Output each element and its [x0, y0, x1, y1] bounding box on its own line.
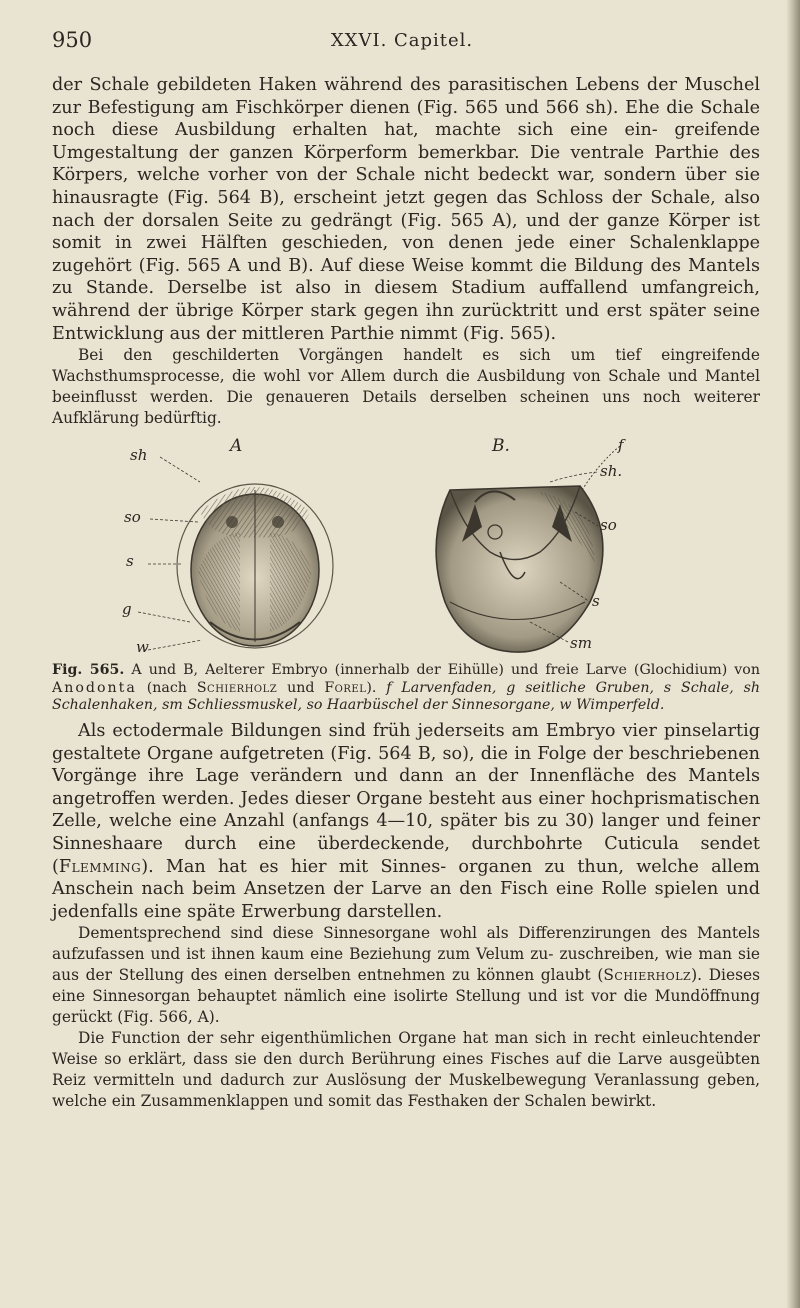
- paragraph-3-author: Flemming: [58, 856, 142, 877]
- caption-text-3: ).: [366, 679, 377, 696]
- figure-illustration: [120, 442, 640, 660]
- text-block-bottom: [52, 720, 760, 1112]
- caption-text-1: A und B, Aelterer Embryo (innerhalb der Eihülle) und freie Larve (Glochidium) von: [131, 662, 760, 678]
- label-a-sh: sh: [130, 446, 148, 464]
- paragraph-4: [52, 923, 760, 1028]
- label-a-g: g: [122, 600, 132, 618]
- running-head: XXVI. Capitel.: [330, 30, 474, 51]
- caption-legend: f Larvenfaden, g seitliche Gruben, s Schale, sh Schalenhaken, sm Schliessmuskel, so Haarbüschel der Sinnesorgane, w Wimperfeld.: [52, 679, 760, 714]
- label-b-so: so: [600, 516, 617, 534]
- page-number: 950: [52, 28, 93, 52]
- caption-author-2: Forel: [324, 679, 367, 696]
- figure-565: [120, 436, 640, 660]
- caption-author-1: Schierholz: [196, 679, 278, 696]
- label-b-sm: sm: [570, 634, 592, 652]
- paragraph-4-author: Schierholz: [603, 966, 692, 985]
- paragraph-3-text-1: Als ectodermale Bildungen sind früh jederseits am Embryo vier pinselartig gestaltete Organe aufgetreten (Fig. 564 B, so), die in Folge der beschriebenen Vorgänge ihre Lage verändern und dann an der Innenfläche des Mantels angetroffen werden. Jedes dieser Organe besteht aus einer hochprismatischen Zelle, welche eine Anzahl (anfangs 4—10, später bis zu 30) langer und feiner Sinneshaare durch eine überdeckende, durchbohrte Cuticula sendet (: [52, 721, 760, 877]
- figure-caption: [52, 662, 760, 715]
- paragraph-3: [52, 720, 760, 923]
- paragraph-2: Bei den geschilderten Vorgängen handelt es sich um tief eingreifende Wachsthumsprocesse, die wohl vor Allem durch die Ausbildung von Schale und Mantel beeinflusst werden. Die genaueren Details derselben scheinen uns noch weiterer Aufklärung bedürftig.: [52, 346, 760, 428]
- label-b-sh: sh.: [600, 462, 623, 480]
- caption-and: und: [287, 679, 315, 696]
- label-b-s: s: [592, 592, 600, 610]
- label-a-w: w: [136, 638, 149, 656]
- paragraph-3-text-2: ). Man hat es hier mit Sinnes- organen zu thun, welche allem Anschein nach beim Ansetzen der Larve an den Fisch eine Rolle spielen und jedenfalls eine späte Erwerbung darstellen.: [52, 856, 760, 922]
- paragraph-4-text-1: Dementsprechend sind diese Sinnesorgane wohl als Differenzirungen des Mantels aufzufassen und ist ihnen kaum eine Beziehung zum Velum zu- zuschreiben, wie man sie aus der Stellung des einen derselben entnehmen zu können glaubt (: [52, 924, 760, 985]
- label-b-f: f: [618, 436, 624, 454]
- label-a-title: A: [230, 436, 243, 456]
- paragraph-5: Die Function der sehr eigenthümlichen Organe hat man sich in recht einleuchtender Weise so erklärt, dass sie den durch Berührung eines Fisches auf die Larve ausgeübten Reiz vermitteln und dadurch zur Auslösung der Muskelbewegung Veranlassung geben, welche ein Zusammenklappen und somit das Festhaken der Schalen bewirkt.: [52, 1029, 760, 1111]
- label-a-so: so: [124, 508, 141, 526]
- text-block-top: [52, 74, 760, 429]
- label-a-s: s: [126, 552, 134, 570]
- page-edge-shadow: [786, 0, 800, 1308]
- paragraph-1: der Schale gebildeten Haken während des parasitischen Lebens der Muschel zur Befestigung am Fischkörper dienen (Fig. 565 und 566 sh). Ehe die Schale noch diese Ausbildung erhalten hat, machte sich eine ein- greifende Umgestaltung der ganzen Körperform bemerkbar. Die ventrale Parthie des Körpers, welche vorher von der Schale nicht bedeckt war, sondern über sie hinausragte (Fig. 564 B), erscheint jetzt gegen das Schloss der Schale, also nach der dorsalen Seite zu gedrängt (Fig. 565 A), und der ganze Körper ist somit in zwei Hälften geschieden, von denen jede einer Schalenklappe zugehört (Fig. 565 A und B). Auf diese Weise kommt die Bildung des Mantels zu Stande. Derselbe ist also in diesem Stadium auffallend umfangreich, während der übrige Körper stark gegen ihn zurücktritt und erst später seine Entwicklung aus der mittleren Parthie nimmt (Fig. 565).: [52, 75, 760, 344]
- label-b-title: B.: [492, 436, 510, 456]
- page-header: [52, 28, 752, 56]
- figure-b-drawing: [436, 446, 623, 652]
- paragraph-4-text-2: ). Dieses eine Sinnesorgan behauptet nämlich eine isolirte Stellung und ist vor die Mundöffnung gerückt (Fig. 566, A).: [52, 966, 760, 1027]
- caption-text-2: (nach: [146, 679, 187, 696]
- figure-a-drawing: [177, 484, 333, 648]
- caption-fig-number: Fig. 565.: [52, 662, 125, 678]
- caption-genus: Anodonta: [52, 679, 137, 696]
